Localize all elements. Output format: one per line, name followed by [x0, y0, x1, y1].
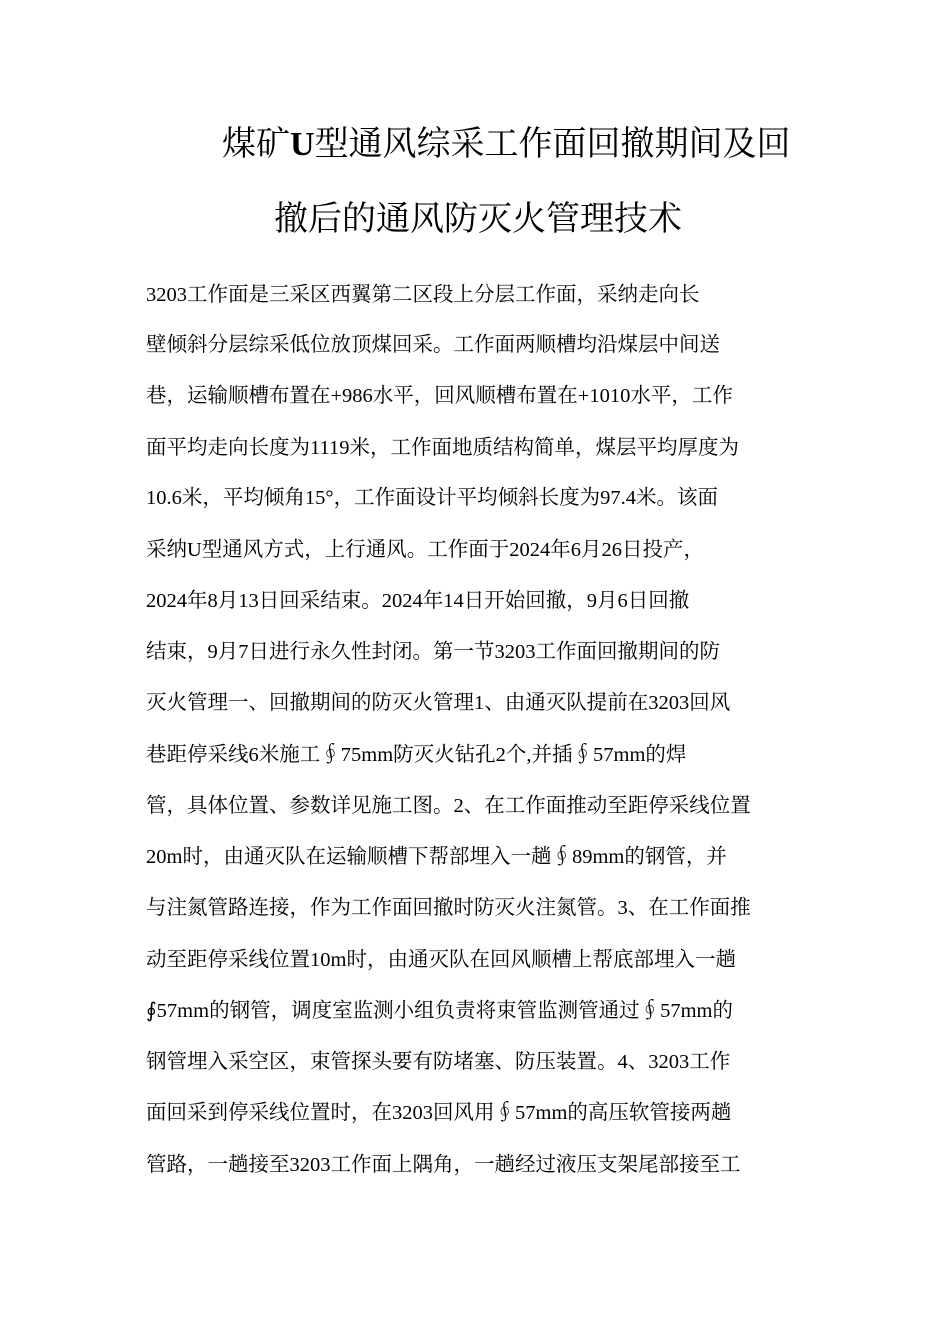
body-text-line: 动至距停采线位置10m时，由通灭队在回风顺槽上帮底部埋入一趟: [146, 949, 736, 971]
body-text-line: 10.6米，平均倾角15°，工作面设计平均倾斜长度为97.4米。该面: [146, 487, 718, 509]
body-text-line: 20m时，由通灭队在运输顺槽下帮部埋入一趟∮89mm的钢管，并: [146, 846, 727, 868]
body-text-line: 灭火管理一、回撤期间的防灭火管理1、由通灭队提前在3203回风: [146, 692, 731, 714]
body-text-line: 巷，运输顺槽布置在+986水平，回风顺槽布置在+1010水平，工作: [146, 385, 733, 407]
body-text-line: 管路，一趟接至3203工作面上隅角，一趟经过液压支架尾部接至工: [146, 1154, 741, 1176]
body-text-line: 壁倾斜分层综采低位放顶煤回采。工作面两顺槽均沿煤层中间送: [146, 334, 720, 356]
body-text-line: 与注氮管路连接，作为工作面回撤时防灭火注氮管。3、在工作面推: [146, 897, 751, 919]
body-text-line: 巷距停采线6米施工∮75mm防灭火钻孔2个,并插∮57mm的焊: [146, 744, 687, 766]
body-text-line: 面回采到停采线位置时，在3203回风用∮57mm的高压软管接两趟: [146, 1102, 732, 1124]
body-text-line: ∮57mm的钢管，调度室监测小组负责将束管监测管通过∮57mm的: [146, 1000, 733, 1022]
body-text-line: 2024年8月13日回采结束。2024年14日开始回撤，9月6日回撤: [146, 590, 690, 612]
body-text-line: 结束，9月7日进行永久性封闭。第一节3203工作面回撤期间的防: [146, 641, 720, 663]
body-text-line: 钢管埋入采空区，束管探头要有防堵塞、防压装置。4、3203工作: [146, 1051, 731, 1073]
document-title-line-1: 煤矿U型通风综采工作面回撤期间及回: [222, 126, 791, 163]
body-text-line: 采纳U型通风方式，上行通风。工作面于2024年6月26日投产，: [146, 539, 705, 561]
body-text-line: 管，具体位置、参数详见施工图。2、在工作面推动至距停采线位置: [146, 795, 751, 817]
body-text-line: 面平均走向长度为1119米，工作面地质结构简单，煤层平均厚度为: [146, 437, 739, 459]
document-title-line-2: 撤后的通风防灭火管理技术: [274, 201, 682, 238]
body-text-line: 3203工作面是三采区西翼第二区段上分层工作面，采纳走向长: [146, 284, 700, 306]
